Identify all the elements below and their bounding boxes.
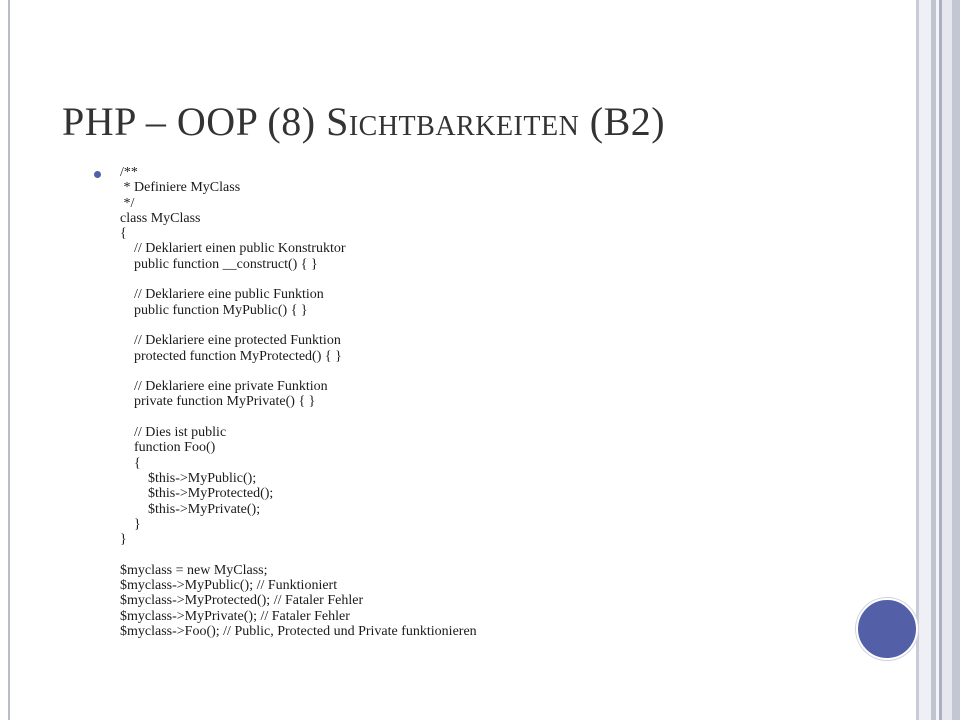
code-line: */ bbox=[120, 195, 135, 211]
code-line: private function MyPrivate() { } bbox=[120, 394, 316, 410]
code-line: public function __construct() { } bbox=[120, 256, 318, 272]
title-prefix: PHP – OOP (8) bbox=[62, 99, 327, 144]
code-line: // Dies ist public bbox=[120, 425, 227, 441]
slide-title bbox=[62, 98, 665, 145]
stripe bbox=[952, 0, 960, 720]
code-line: // Deklariert einen public Konstruktor bbox=[120, 241, 346, 257]
code-line: // Deklariere eine protected Funktion bbox=[120, 333, 341, 349]
code-line: /** bbox=[120, 165, 138, 180]
code-line: } bbox=[120, 516, 141, 532]
code-line: public function MyPublic() { } bbox=[120, 302, 308, 318]
code-line: $myclass = new MyClass; bbox=[120, 562, 268, 578]
code-line: * Definiere MyClass bbox=[120, 180, 241, 196]
title-suffix: (B2) bbox=[579, 99, 666, 144]
code-line: $myclass->Foo(); // Public, Protected und Private funktionieren bbox=[120, 623, 477, 639]
code-line: protected function MyProtected() { } bbox=[120, 348, 342, 364]
code-line: // Deklariere eine public Funktion bbox=[120, 287, 324, 303]
stripe bbox=[919, 0, 931, 720]
code-block bbox=[120, 165, 477, 639]
code-line: function Foo() bbox=[120, 440, 216, 456]
stripe bbox=[942, 0, 952, 720]
code-line: $myclass->MyPrivate(); // Fataler Fehler bbox=[120, 608, 350, 624]
code-line: $this->MyPublic(); bbox=[120, 470, 257, 486]
code-line: { bbox=[120, 226, 127, 242]
bullet-icon bbox=[94, 171, 101, 178]
left-border-line bbox=[8, 0, 10, 720]
title-smallcaps: Sichtbarkeiten bbox=[326, 99, 580, 144]
decorative-circle-icon bbox=[856, 598, 918, 660]
code-line: // Deklariere eine private Funktion bbox=[120, 379, 328, 395]
code-line: $this->MyPrivate(); bbox=[120, 501, 261, 517]
right-decorative-stripes bbox=[916, 0, 960, 720]
code-line: $myclass->MyPublic(); // Funktioniert bbox=[120, 578, 338, 594]
code-line: $myclass->MyProtected(); // Fataler Fehler bbox=[120, 593, 364, 609]
code-line: { bbox=[120, 455, 141, 471]
code-line: } bbox=[120, 532, 127, 548]
code-line: $this->MyProtected(); bbox=[120, 486, 274, 502]
code-line: class MyClass bbox=[120, 210, 201, 226]
